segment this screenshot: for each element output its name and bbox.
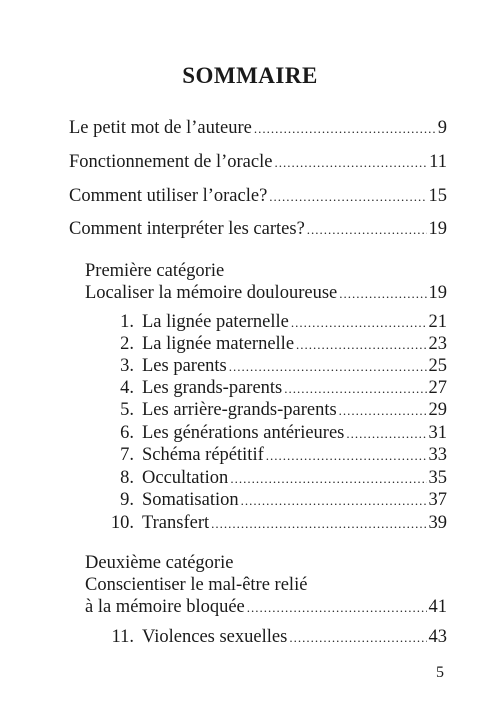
leader-dots — [339, 283, 426, 305]
toc-item[interactable] — [100, 377, 447, 400]
item-number: 8. — [120, 468, 134, 488]
toc-item-label: La lignée paternelle — [142, 312, 289, 332]
toc-entry-label: Comment interpréter les cartes? — [69, 219, 305, 239]
item-number: 4. — [120, 378, 134, 398]
leader-dots — [269, 186, 426, 208]
leader-dots — [247, 597, 427, 619]
toc-entry[interactable] — [69, 185, 447, 208]
toc-entry-label: Le petit mot de l’auteure — [69, 118, 252, 138]
toc-item-page: 31 — [428, 423, 447, 443]
toc-item-page: 39 — [428, 513, 447, 533]
toc-item-page: 23 — [428, 334, 447, 354]
leader-dots — [307, 219, 427, 241]
item-number: 7. — [120, 445, 134, 465]
toc-entry-label: Localiser la mémoire douloureuse — [85, 283, 338, 303]
page-number: 5 — [436, 664, 444, 681]
toc-entry-label: à la mémoire bloquée — [85, 597, 245, 617]
leader-dots — [274, 152, 427, 174]
toc-item[interactable] — [100, 512, 447, 535]
leader-dots — [296, 334, 426, 356]
toc-entry[interactable] — [69, 218, 447, 241]
toc-entry[interactable] — [69, 117, 447, 140]
item-number: 11. — [111, 627, 134, 647]
toc-entry-page: 41 — [428, 597, 447, 617]
toc-item-page: 33 — [428, 445, 447, 465]
toc-entry[interactable] — [85, 596, 447, 619]
toc-item[interactable] — [100, 626, 447, 649]
toc-item-label: Les grands-parents — [142, 378, 283, 398]
toc-item-page: 21 — [428, 312, 447, 332]
toc-item-label: Les parents — [142, 356, 227, 376]
toc-item-label: Occultation — [142, 468, 229, 488]
toc-entry-page: 19 — [428, 219, 447, 239]
toc-item-page: 27 — [428, 378, 447, 398]
toc-item-page: 43 — [428, 627, 447, 647]
toc-entry[interactable] — [85, 282, 447, 305]
page-title: SOMMAIRE — [182, 63, 318, 88]
leader-dots — [266, 445, 427, 467]
toc-entry-page: 15 — [428, 186, 447, 206]
item-number: 10. — [110, 513, 134, 533]
toc-item-label: Somatisation — [142, 490, 239, 510]
toc-item-label: Les arrière-grands-parents — [142, 400, 337, 420]
item-number: 9. — [120, 490, 134, 510]
category-heading: Deuxième catégorie — [85, 553, 234, 573]
leader-dots — [346, 423, 426, 445]
toc-entry-page: 19 — [428, 283, 447, 303]
toc-item-page: 29 — [428, 400, 447, 420]
toc-item[interactable] — [100, 422, 447, 445]
toc-item[interactable] — [100, 489, 447, 512]
toc-entry-page: 11 — [429, 152, 447, 172]
toc-item[interactable] — [100, 444, 447, 467]
toc-item-label: Schéma répétitif — [142, 445, 264, 465]
leader-dots — [230, 468, 426, 490]
toc-item[interactable] — [100, 333, 447, 356]
leader-dots — [284, 378, 426, 400]
toc-item[interactable] — [100, 399, 447, 422]
leader-dots — [241, 490, 427, 512]
toc-item[interactable] — [100, 311, 447, 334]
item-number: 5. — [120, 400, 134, 420]
leader-dots — [254, 118, 436, 140]
category-subtitle: Conscientiser le mal-être relié — [85, 575, 308, 595]
item-number: 6. — [120, 423, 134, 443]
toc-item[interactable] — [100, 467, 447, 490]
item-number: 1. — [120, 312, 134, 332]
leader-dots — [289, 627, 426, 649]
toc-item-page: 25 — [428, 356, 447, 376]
leader-dots — [211, 513, 426, 535]
item-number: 3. — [120, 356, 134, 376]
leader-dots — [291, 312, 427, 334]
toc-entry-label: Fonctionnement de l’oracle — [69, 152, 273, 172]
toc-entry-page: 9 — [437, 118, 447, 138]
toc-item[interactable] — [100, 355, 447, 378]
toc-entry-label: Comment utiliser l’oracle? — [69, 186, 268, 206]
leader-dots — [229, 356, 427, 378]
item-number: 2. — [120, 334, 134, 354]
category-heading: Première catégorie — [85, 261, 225, 281]
toc-item-label: La lignée maternelle — [142, 334, 295, 354]
toc-item-page: 35 — [428, 468, 447, 488]
toc-entry[interactable] — [69, 151, 447, 174]
toc-item-label: Transfert — [142, 513, 210, 533]
toc-item-label: Violences sexuelles — [142, 627, 288, 647]
toc-item-page: 37 — [428, 490, 447, 510]
toc-item-label: Les générations antérieures — [142, 423, 345, 443]
leader-dots — [339, 400, 427, 422]
